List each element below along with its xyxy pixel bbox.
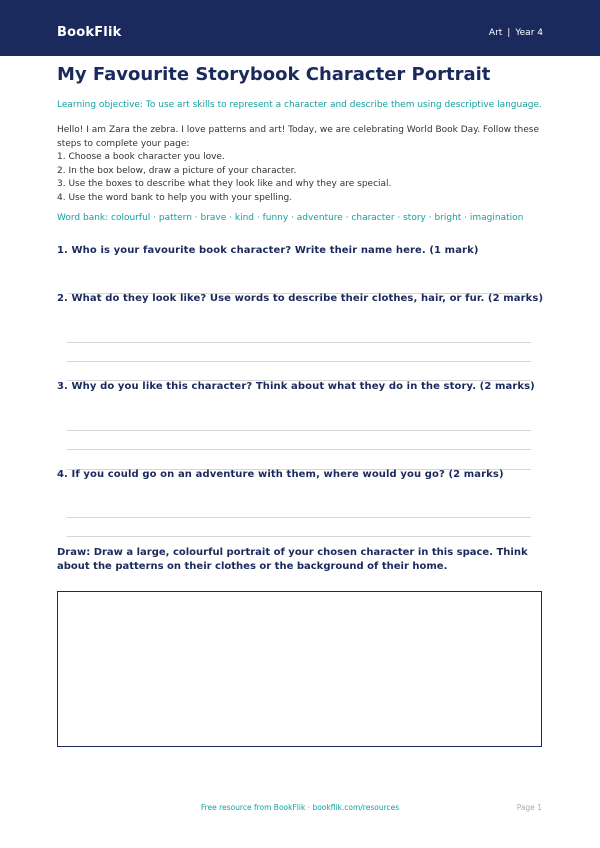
footer-credit: Free resource from BookFlik · bookflik.com/resources (200, 803, 400, 812)
question-2: 2. What do they look like? Use words to describe their clothes, hair, or fur. (2 marks) (57, 293, 544, 304)
question-1: 1. Who is your favourite book character? Write their name here. (1 mark) (57, 245, 479, 256)
answer-line[interactable] (67, 536, 531, 537)
page-number: Page 1 (516, 803, 542, 812)
header-separator: | (507, 28, 511, 38)
step-item: 1. Choose a book character you love. (57, 152, 225, 162)
step-item: 2. In the box below, draw a picture of your character. (57, 165, 297, 176)
question-3: 3. Why do you like this character? Think about what they do in the story. (2 marks) (57, 381, 535, 392)
word-bank: Word bank: colourful · pattern · brave · kind · funny · adventure · character · story · bright · imagination (57, 213, 524, 223)
intro-text: Hello! I am Zara the zebra. I love patterns and art! Today, we are celebrating World Book Day. Follow these steps to complete your page: (57, 125, 540, 149)
draw-prompt: Draw: Draw a large, colourful portrait of your chosen character in this space. Think about the patterns on their clothes or the background of their home. (57, 547, 528, 572)
subject-year-label (489, 28, 543, 38)
page-header (0, 0, 600, 56)
intro-section (57, 124, 547, 205)
step-item: 4. Use the word bank to help you with your spelling. (57, 192, 293, 203)
answer-line[interactable] (67, 342, 531, 343)
answer-line[interactable] (67, 517, 531, 518)
question-4: 4. If you could go on an adventure with them, where would you go? (2 marks) (57, 469, 504, 480)
answer-line[interactable] (67, 449, 531, 450)
step-item: 3. Use the boxes to describe what they look like and why they are special. (57, 179, 392, 189)
subject-label: Art (488, 28, 503, 38)
year-label: Year 4 (515, 28, 543, 38)
answer-line[interactable] (67, 361, 531, 362)
steps-list (57, 151, 547, 205)
drawing-area[interactable] (57, 591, 542, 747)
learning-objective: Learning objective: To use art skills to represent a character and describe them using descriptive language. (57, 100, 542, 110)
page-title: My Favourite Storybook Character Portrait (57, 64, 491, 85)
brand-logo: BookFlik (57, 25, 122, 40)
answer-line[interactable] (67, 430, 531, 431)
